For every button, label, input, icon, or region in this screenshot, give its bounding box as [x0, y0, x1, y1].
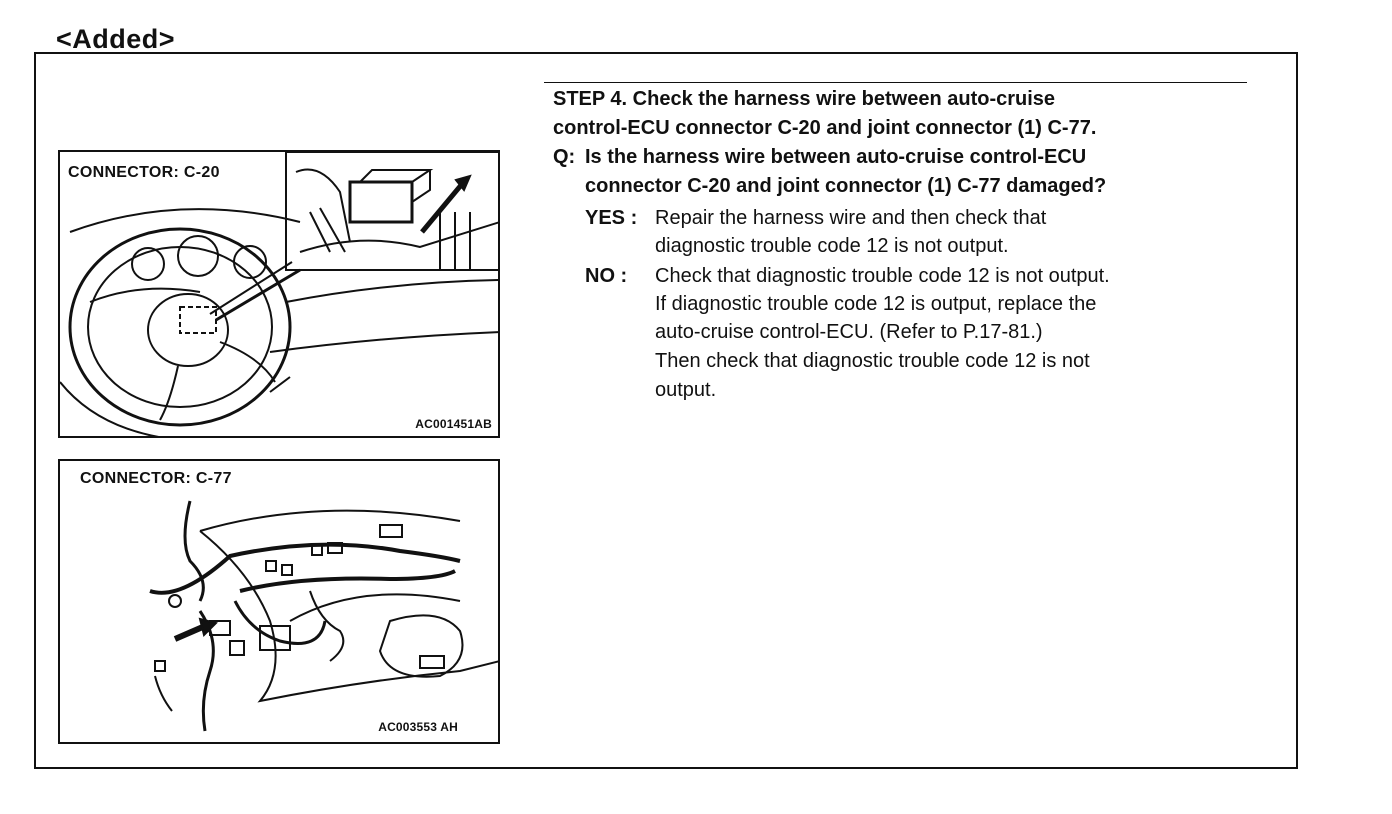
question-prefix: Q: [553, 146, 576, 168]
question-line2: connector C-20 and joint connector (1) C-77 damaged? [585, 175, 1107, 197]
figure-connector-c77 [58, 459, 500, 744]
step-title-line2: control-ECU connector C-20 and joint connector (1) C-77. [553, 117, 1097, 139]
no-label: NO : [585, 265, 628, 287]
figure-code-c20: AC001451AB [415, 417, 492, 431]
figure-label-c20: CONNECTOR: C-20 [68, 164, 220, 181]
instrument-panel-harness-illustration [60, 461, 500, 744]
no-line5: output. [655, 379, 717, 401]
yes-line1: Repair the harness wire and then check that [655, 207, 1047, 229]
figure-label-c77: CONNECTOR: C-77 [80, 470, 232, 487]
step-top-rule [544, 82, 1247, 83]
no-line1: Check that diagnostic trouble code 12 is not output. [655, 265, 1110, 287]
steering-wheel-connector-illustration [60, 152, 500, 438]
question-line1: Is the harness wire between auto-cruise control-ECU [585, 146, 1087, 168]
yes-label: YES : [585, 207, 638, 229]
yes-line2: diagnostic trouble code 12 is not output. [655, 235, 1009, 257]
step-title-line1: STEP 4. Check the harness wire between auto-cruise [553, 88, 1056, 110]
no-line4: Then check that diagnostic trouble code 12 is not [655, 350, 1090, 372]
figure-connector-c20 [58, 150, 500, 438]
no-line3: auto-cruise control-ECU. (Refer to P.17-81.) [655, 321, 1043, 343]
no-line2: If diagnostic trouble code 12 is output, replace the [655, 293, 1097, 315]
added-heading: <Added> [56, 24, 176, 54]
figure-code-c77: AC003553 AH [378, 720, 458, 734]
